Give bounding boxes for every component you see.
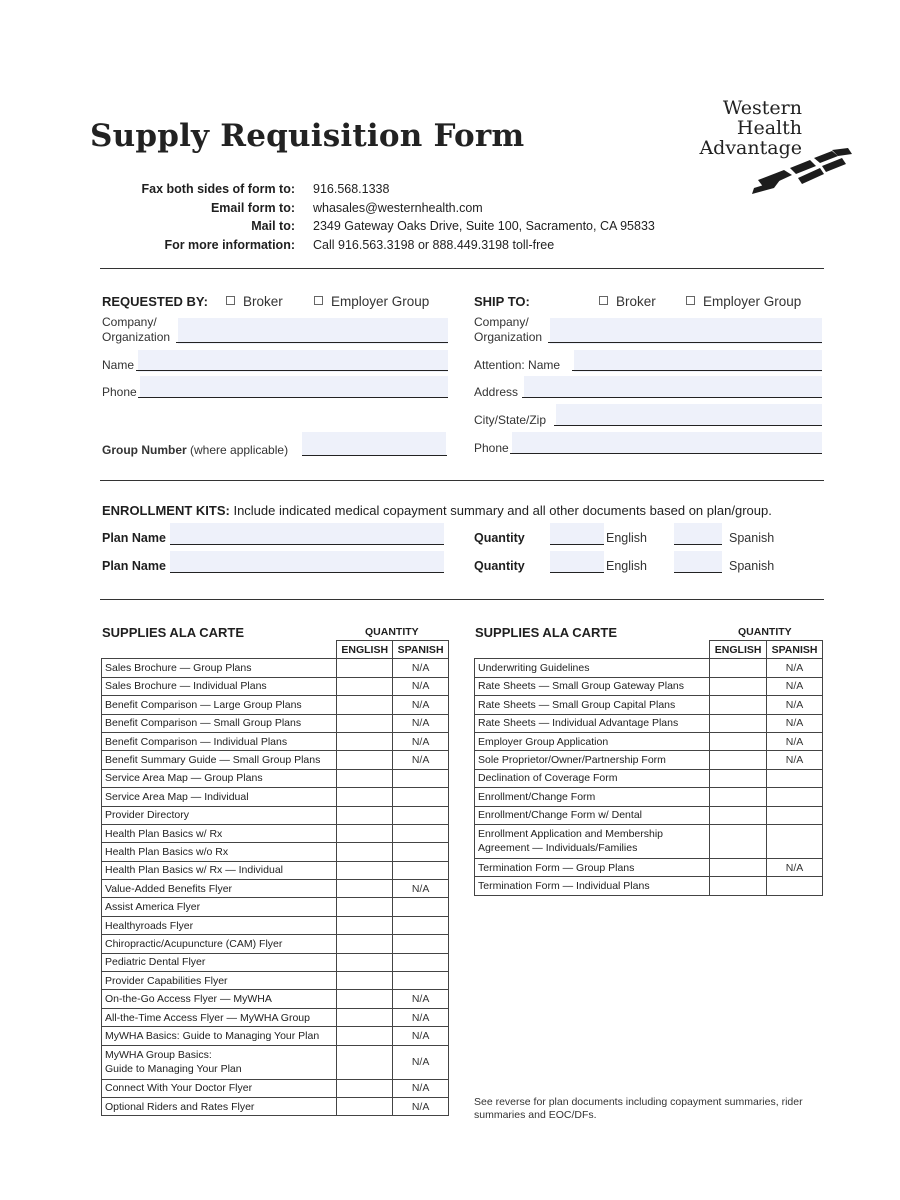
english-quantity-cell[interactable]	[337, 659, 393, 677]
supplies-left-title: SUPPLIES ALA CARTE	[102, 625, 245, 640]
supplies-left-rows	[102, 659, 449, 1116]
english-quantity-cell[interactable]	[337, 935, 393, 953]
english-quantity-cell[interactable]	[337, 714, 393, 732]
spanish-quantity-cell[interactable]	[767, 877, 823, 895]
spanish-quantity-field[interactable]	[674, 523, 722, 545]
spanish-quantity-cell: N/A	[767, 714, 823, 732]
english-quantity-cell[interactable]	[337, 861, 393, 879]
english-quantity-cell[interactable]	[337, 788, 393, 806]
english-quantity-cell[interactable]	[337, 677, 393, 695]
col-english: ENGLISH	[710, 641, 767, 659]
spanish-quantity-cell: N/A	[393, 1008, 449, 1026]
spanish-label: Spanish	[729, 559, 775, 573]
phone-label: Phone	[102, 385, 137, 399]
english-label: English	[606, 559, 647, 573]
supply-row	[102, 916, 449, 934]
english-quantity-cell[interactable]	[710, 732, 767, 750]
supply-item-name: Rate Sheets — Individual Advantage Plans	[475, 714, 710, 732]
english-quantity-cell[interactable]	[710, 696, 767, 714]
supply-row	[102, 751, 449, 769]
english-quantity-cell[interactable]	[337, 916, 393, 934]
name-field[interactable]	[138, 350, 448, 372]
spanish-quantity-cell[interactable]	[767, 806, 823, 824]
supply-item-name: On-the-Go Access Flyer — MyWHA	[102, 990, 337, 1008]
supply-item-name: Termination Form — Group Plans	[475, 858, 710, 876]
spanish-quantity-cell[interactable]	[393, 769, 449, 787]
page-title: Supply Requisition Form	[90, 118, 525, 154]
supply-row	[475, 714, 823, 732]
supply-row	[102, 769, 449, 787]
quantity-label: Quantity	[474, 531, 525, 545]
supply-item-name: Pediatric Dental Flyer	[102, 953, 337, 971]
supply-item-name: Enrollment Application and Membership Agreement — Individuals/Families	[475, 824, 710, 858]
spanish-quantity-cell[interactable]	[393, 843, 449, 861]
spanish-quantity-cell: N/A	[767, 732, 823, 750]
checkbox-icon[interactable]	[314, 296, 323, 305]
english-quantity-cell[interactable]	[710, 769, 767, 787]
supplies-left-table	[101, 640, 449, 1116]
supply-row	[475, 824, 823, 858]
supplies-right-table	[474, 640, 823, 896]
spanish-quantity-cell: N/A	[393, 659, 449, 677]
address-label: Address	[474, 385, 519, 399]
english-quantity-cell[interactable]	[710, 877, 767, 895]
supply-item-name: Provider Directory	[102, 806, 337, 824]
supply-row	[475, 659, 823, 677]
supply-item-name: All-the-Time Access Flyer — MyWHA Group	[102, 1008, 337, 1026]
supply-item-name: Optional Riders and Rates Flyer	[102, 1097, 337, 1115]
supply-row	[475, 788, 823, 806]
supply-item-name: Health Plan Basics w/ Rx	[102, 824, 337, 842]
supply-row	[475, 751, 823, 769]
logo-text: Western Health Advantage	[699, 97, 802, 159]
supply-item-name: Enrollment/Change Form w/ Dental	[475, 806, 710, 824]
english-quantity-cell[interactable]	[337, 898, 393, 916]
address-underline	[522, 397, 822, 398]
supply-item-name: Benefit Comparison — Large Group Plans	[102, 696, 337, 714]
spanish-quantity-cell: N/A	[767, 858, 823, 876]
supply-item-name: Sales Brochure — Individual Plans	[102, 677, 337, 695]
spanish-quantity-cell: N/A	[393, 677, 449, 695]
spanish-quantity-cell[interactable]	[393, 824, 449, 842]
supply-row	[102, 714, 449, 732]
company-underline	[176, 342, 448, 343]
plan-name-label: Plan Name	[102, 531, 166, 545]
supply-item-name: MyWHA Group Basics: Guide to Managing Your Plan	[102, 1045, 337, 1079]
supply-row	[102, 659, 449, 677]
spanish-quantity-field[interactable]	[674, 551, 722, 573]
supply-item-name: MyWHA Basics: Guide to Managing Your Plan	[102, 1027, 337, 1045]
plan-name-field[interactable]	[170, 551, 444, 573]
requested-by-broker-option[interactable]: Broker	[226, 294, 283, 309]
phone-field[interactable]	[140, 376, 448, 398]
supply-item-name: Benefit Comparison — Small Group Plans	[102, 714, 337, 732]
english-quantity-cell[interactable]	[337, 806, 393, 824]
english-quantity-cell[interactable]	[710, 659, 767, 677]
spanish-quantity-cell: N/A	[393, 990, 449, 1008]
plan-name-underline	[170, 572, 444, 573]
spanish-quantity-cell[interactable]	[767, 824, 823, 858]
spanish-quantity-cell[interactable]	[393, 953, 449, 971]
ship-phone-underline	[510, 453, 822, 454]
supply-row	[102, 677, 449, 695]
spanish-label: Spanish	[729, 531, 775, 545]
english-quantity-cell[interactable]	[337, 732, 393, 750]
english-quantity-cell[interactable]	[337, 843, 393, 861]
supply-row	[475, 877, 823, 895]
spanish-quantity-cell: N/A	[393, 714, 449, 732]
english-quantity-cell[interactable]	[710, 858, 767, 876]
spanish-quantity-cell: N/A	[767, 659, 823, 677]
ship-to-heading: SHIP TO:	[474, 294, 530, 309]
spanish-quantity-cell: N/A	[767, 696, 823, 714]
divider	[100, 268, 824, 269]
name-underline	[136, 370, 448, 371]
supplies-left-quantity-header: QUANTITY	[365, 626, 419, 638]
spanish-quantity-cell: N/A	[393, 1045, 449, 1079]
supply-item-name: Service Area Map — Individual	[102, 788, 337, 806]
attention-label: Attention: Name	[474, 358, 561, 372]
english-quantity-cell[interactable]	[337, 824, 393, 842]
english-quantity-underline	[550, 544, 604, 545]
english-quantity-cell[interactable]	[710, 677, 767, 695]
supply-item-name: Connect With Your Doctor Flyer	[102, 1079, 337, 1097]
english-quantity-cell[interactable]	[710, 751, 767, 769]
fax-row: Fax both sides of form to: 916.568.1338	[141, 182, 390, 196]
supply-row	[102, 880, 449, 898]
divider	[100, 599, 824, 600]
supply-item-name: Termination Form — Individual Plans	[475, 877, 710, 895]
company-label: Company/ Organization	[102, 315, 171, 344]
name-label: Name	[102, 358, 135, 372]
reverse-note: See reverse for plan documents including copayment summaries, rider summaries and EOC/DFs.	[474, 1096, 803, 1121]
enrollment-kits-intro: ENROLLMENT KITS: Include indicated medical copayment summary and all other documents based on plan/group.	[102, 503, 772, 518]
english-quantity-cell[interactable]	[710, 714, 767, 732]
english-quantity-cell[interactable]	[337, 1097, 393, 1115]
supply-row	[102, 843, 449, 861]
supply-item-name: Service Area Map — Group Plans	[102, 769, 337, 787]
supply-item-name: Enrollment/Change Form	[475, 788, 710, 806]
supply-row	[475, 732, 823, 750]
supply-item-name: Employer Group Application	[475, 732, 710, 750]
checkbox-icon[interactable]	[226, 296, 235, 305]
english-quantity-cell[interactable]	[337, 972, 393, 990]
plan-name-field[interactable]	[170, 523, 444, 545]
spanish-quantity-cell[interactable]	[393, 861, 449, 879]
ship-company-underline	[548, 342, 822, 343]
supply-row	[102, 1027, 449, 1045]
supply-item-name: Provider Capabilities Flyer	[102, 972, 337, 990]
supply-row	[102, 1045, 449, 1079]
supply-item-name: Benefit Comparison — Individual Plans	[102, 732, 337, 750]
spanish-quantity-cell: N/A	[393, 732, 449, 750]
divider	[100, 480, 824, 481]
supply-row	[102, 990, 449, 1008]
spanish-quantity-cell: N/A	[393, 751, 449, 769]
spanish-quantity-cell: N/A	[393, 1097, 449, 1115]
spanish-quantity-underline	[674, 572, 722, 573]
supplies-right-rows	[475, 659, 823, 895]
supply-row	[102, 953, 449, 971]
plan-name-label: Plan Name	[102, 559, 166, 573]
ship-to-employer-option[interactable]: Employer Group	[686, 294, 801, 309]
plan-name-underline	[170, 544, 444, 545]
ship-phone-label: Phone	[474, 441, 509, 455]
supply-item-name: Sales Brochure — Group Plans	[102, 659, 337, 677]
supply-row	[102, 806, 449, 824]
ship-phone-field[interactable]	[512, 432, 822, 454]
supply-row	[475, 677, 823, 695]
supply-item-name: Value-Added Benefits Flyer	[102, 880, 337, 898]
ship-company-field[interactable]	[550, 318, 822, 344]
supply-item-name: Chiropractic/Acupuncture (CAM) Flyer	[102, 935, 337, 953]
supply-item-name: Rate Sheets — Small Group Gateway Plans	[475, 677, 710, 695]
supplies-right-quantity-header: QUANTITY	[738, 626, 792, 638]
supply-row	[475, 769, 823, 787]
attention-field[interactable]	[574, 350, 822, 372]
checkbox-icon[interactable]	[686, 296, 695, 305]
supply-row	[102, 935, 449, 953]
spanish-quantity-cell: N/A	[393, 696, 449, 714]
spanish-quantity-cell[interactable]	[767, 769, 823, 787]
english-quantity-cell[interactable]	[710, 788, 767, 806]
supply-item-name: Underwriting Guidelines	[475, 659, 710, 677]
spanish-quantity-cell[interactable]	[393, 806, 449, 824]
phone-underline	[138, 397, 448, 398]
english-quantity-cell[interactable]	[337, 751, 393, 769]
supply-item-name: Healthyroads Flyer	[102, 916, 337, 934]
supply-row	[102, 1097, 449, 1115]
group-number-underline	[302, 455, 447, 456]
spanish-quantity-cell: N/A	[767, 751, 823, 769]
english-quantity-underline	[550, 572, 604, 573]
supply-item-name: Assist America Flyer	[102, 898, 337, 916]
city-field[interactable]	[556, 404, 822, 426]
supply-row	[102, 824, 449, 842]
supply-row	[102, 861, 449, 879]
supply-item-name: Sole Proprietor/Owner/Partnership Form	[475, 751, 710, 769]
spanish-quantity-underline	[674, 544, 722, 545]
supply-row	[475, 858, 823, 876]
attention-underline	[572, 370, 822, 371]
supply-row	[102, 696, 449, 714]
supply-row	[102, 898, 449, 916]
supply-row	[475, 696, 823, 714]
city-label: City/State/Zip	[474, 413, 547, 427]
english-quantity-cell[interactable]	[337, 696, 393, 714]
group-number-label: Group Number (where applicable)	[102, 443, 289, 457]
english-quantity-cell[interactable]	[337, 953, 393, 971]
english-label: English	[606, 531, 647, 545]
quantity-label: Quantity	[474, 559, 525, 573]
supply-item-name: Rate Sheets — Small Group Capital Plans	[475, 696, 710, 714]
ship-to-broker-option[interactable]: Broker	[599, 294, 656, 309]
spanish-quantity-cell: N/A	[393, 880, 449, 898]
supply-row	[102, 788, 449, 806]
english-quantity-cell[interactable]	[337, 990, 393, 1008]
spanish-quantity-cell[interactable]	[393, 972, 449, 990]
english-quantity-field[interactable]	[550, 551, 604, 573]
english-quantity-cell[interactable]	[337, 1079, 393, 1097]
info-row: For more information: Call 916.563.3198 or 888.449.3198 toll-free	[164, 238, 555, 252]
mail-row: Mail to: 2349 Gateway Oaks Drive, Suite 100, Sacramento, CA 95833	[251, 219, 655, 233]
english-quantity-cell[interactable]	[337, 880, 393, 898]
english-quantity-cell[interactable]	[337, 1027, 393, 1045]
spanish-quantity-cell[interactable]	[393, 916, 449, 934]
english-quantity-field[interactable]	[550, 523, 604, 545]
english-quantity-cell[interactable]	[337, 1008, 393, 1026]
company-field[interactable]	[178, 318, 448, 344]
requested-by-employer-option[interactable]: Employer Group	[314, 294, 429, 309]
supply-row	[102, 1008, 449, 1026]
english-quantity-cell[interactable]	[337, 1045, 393, 1079]
supply-row	[102, 972, 449, 990]
english-quantity-cell[interactable]	[710, 824, 767, 858]
group-number-field[interactable]	[302, 432, 446, 456]
email-row: Email form to: whasales@westernhealth.com	[210, 201, 483, 215]
english-quantity-cell[interactable]	[710, 806, 767, 824]
spanish-quantity-cell[interactable]	[767, 788, 823, 806]
checkbox-icon[interactable]	[599, 296, 608, 305]
supplies-right-title: SUPPLIES ALA CARTE	[475, 625, 618, 640]
spanish-quantity-cell: N/A	[393, 1079, 449, 1097]
city-underline	[554, 425, 822, 426]
col-spanish: SPANISH	[767, 641, 823, 659]
address-field[interactable]	[524, 376, 822, 398]
ship-company-label: Company/ Organization	[474, 315, 543, 344]
english-quantity-cell[interactable]	[337, 769, 393, 787]
spanish-quantity-cell[interactable]	[393, 788, 449, 806]
spanish-quantity-cell[interactable]	[393, 898, 449, 916]
col-english: ENGLISH	[337, 641, 393, 659]
col-spanish: SPANISH	[393, 641, 449, 659]
supply-row	[102, 1079, 449, 1097]
spanish-quantity-cell[interactable]	[393, 935, 449, 953]
supply-row	[475, 806, 823, 824]
requested-by-heading: REQUESTED BY:	[102, 294, 208, 309]
spanish-quantity-cell: N/A	[393, 1027, 449, 1045]
supply-item-name: Health Plan Basics w/ Rx — Individual	[102, 861, 337, 879]
spanish-quantity-cell: N/A	[767, 677, 823, 695]
supply-item-name: Health Plan Basics w/o Rx	[102, 843, 337, 861]
supply-item-name: Benefit Summary Guide — Small Group Plans	[102, 751, 337, 769]
supply-item-name: Declination of Coverage Form	[475, 769, 710, 787]
supply-row	[102, 732, 449, 750]
